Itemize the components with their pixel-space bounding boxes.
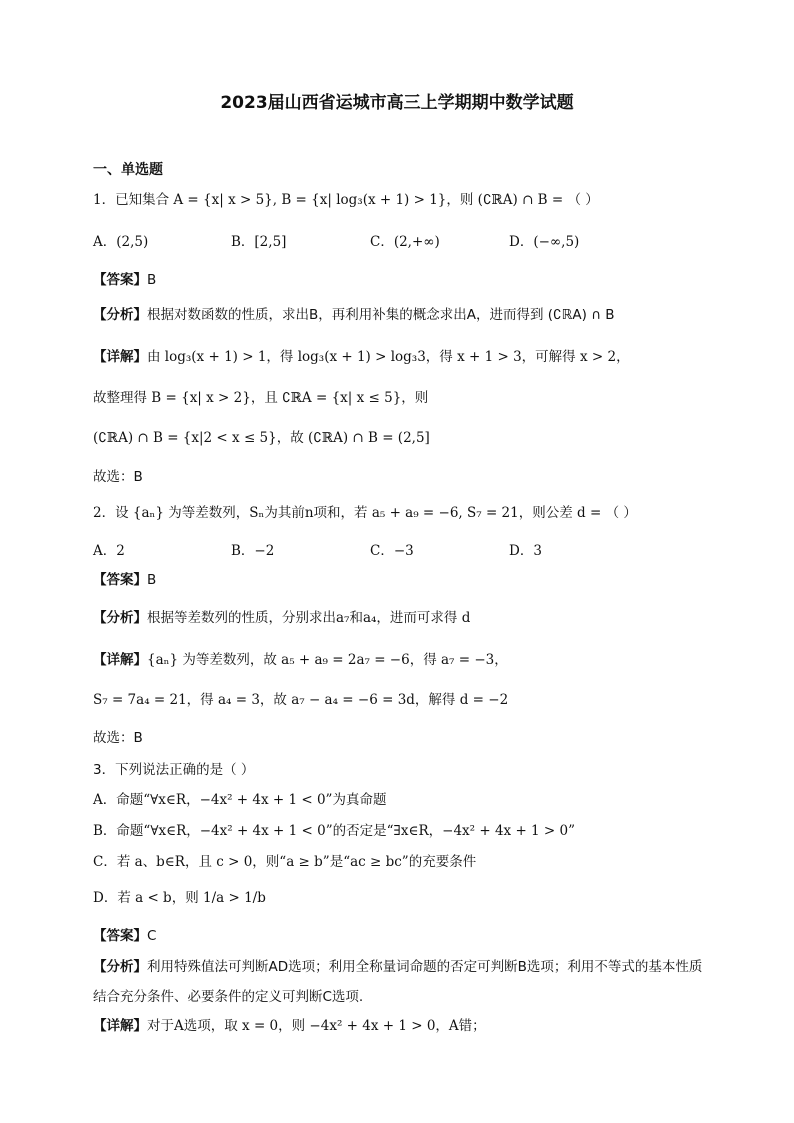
answer-value: B bbox=[147, 272, 157, 288]
question-2-text: 2．设 {aₙ} 为等差数列，Sₙ为其前n项和，若 a₅ + a₉ = −6, S₇ = 21，则公差 d = （ ） bbox=[93, 505, 637, 521]
q1-option-a: A．(2,5) bbox=[93, 234, 149, 250]
answer-value: B bbox=[147, 572, 157, 588]
answer-value: C bbox=[147, 928, 157, 944]
q1-option-c: C．(2,+∞) bbox=[370, 234, 440, 250]
detail-tag: 【详解】 bbox=[93, 1018, 147, 1034]
q1-detail-line-2: 故整理得 B = {x| x > 2}，且 ∁ℝA = {x| x ≤ 5}，则 bbox=[93, 390, 429, 406]
detail-tag: 【详解】 bbox=[93, 652, 147, 668]
answer-tag: 【答案】 bbox=[93, 928, 147, 944]
detail-text: {aₙ} 为等差数列，故 a₅ + a₉ = 2a₇ = −6，得 a₇ = −3， bbox=[147, 652, 508, 668]
q1-choice: 故选：B bbox=[93, 469, 143, 485]
q1-analysis bbox=[93, 305, 713, 325]
q2-option-d: D．3 bbox=[509, 543, 542, 559]
q3-option-c: C．若 a、b∈R，且 c > 0，则“a ≥ b”是“ac ≥ bc”的充要条件 bbox=[93, 854, 477, 870]
answer-tag: 【答案】 bbox=[93, 572, 147, 588]
q2-analysis bbox=[93, 608, 713, 628]
question-1-text: 1．已知集合 A = {x| x > 5}, B = {x| log₃(x + 1) > 1}，则 (∁ℝA) ∩ B = （ ） bbox=[93, 192, 599, 208]
q3-detail-line-1 bbox=[93, 1016, 713, 1036]
q3-answer bbox=[93, 926, 713, 946]
analysis-tag: 【分析】 bbox=[93, 307, 147, 323]
q3-option-a: A．命题“∀x∈R，−4x² + 4x + 1 < 0”为真命题 bbox=[93, 792, 387, 808]
q2-choice: 故选：B bbox=[93, 730, 143, 746]
analysis-tag: 【分析】 bbox=[93, 959, 147, 975]
q1-detail-line-1 bbox=[93, 347, 713, 367]
q3-analysis bbox=[93, 952, 713, 1012]
q2-option-c: C．−3 bbox=[370, 543, 414, 559]
q3-option-d: D．若 a < b，则 1/a > 1/b bbox=[93, 890, 266, 906]
q2-detail-line-1 bbox=[93, 650, 713, 670]
q1-answer bbox=[93, 270, 713, 290]
q2-option-b: B．−2 bbox=[231, 543, 275, 559]
detail-text: 由 log₃(x + 1) > 1，得 log₃(x + 1) > log₃3，得 x + 1 > 3，可解得 x > 2， bbox=[147, 349, 630, 365]
analysis-text: 利用特殊值法可判断AD选项；利用全称量词命题的否定可判断B选项；利用不等式的基本性质结合充分条件、必要条件的定义可判断C选项. bbox=[93, 959, 703, 1005]
q1-detail-line-3: (∁ℝA) ∩ B = {x|2 < x ≤ 5}，故 (∁ℝA) ∩ B = (2,5] bbox=[93, 430, 430, 446]
q2-answer bbox=[93, 570, 713, 590]
question-3-text: 3．下列说法正确的是（ ） bbox=[93, 762, 255, 778]
q2-detail-line-2: S₇ = 7a₄ = 21，得 a₄ = 3，故 a₇ − a₄ = −6 = 3d，解得 d = −2 bbox=[93, 692, 509, 708]
q1-option-b: B．[2,5] bbox=[231, 234, 287, 250]
detail-text: 对于A选项，取 x = 0，则 −4x² + 4x + 1 > 0，A错； bbox=[147, 1018, 486, 1034]
analysis-text: 根据等差数列的性质，分别求出a₇和a₄，进而可求得 d bbox=[147, 610, 471, 626]
page-title: 2023届山西省运城市高三上学期期中数学试题 bbox=[220, 93, 574, 113]
section-heading: 一、单选题 bbox=[93, 162, 163, 178]
q2-option-a: A．2 bbox=[93, 543, 125, 559]
q1-option-d: D．(−∞,5) bbox=[509, 234, 580, 250]
q3-option-b: B．命题“∀x∈R，−4x² + 4x + 1 < 0”的否定是“∃x∈R，−4x² + 4x + 1 > 0” bbox=[93, 823, 576, 839]
detail-tag: 【详解】 bbox=[93, 349, 147, 365]
analysis-text: 根据对数函数的性质，求出B，再利用补集的概念求出A，进而得到 (∁ℝA) ∩ B bbox=[147, 307, 615, 323]
analysis-tag: 【分析】 bbox=[93, 610, 147, 626]
answer-tag: 【答案】 bbox=[93, 272, 147, 288]
